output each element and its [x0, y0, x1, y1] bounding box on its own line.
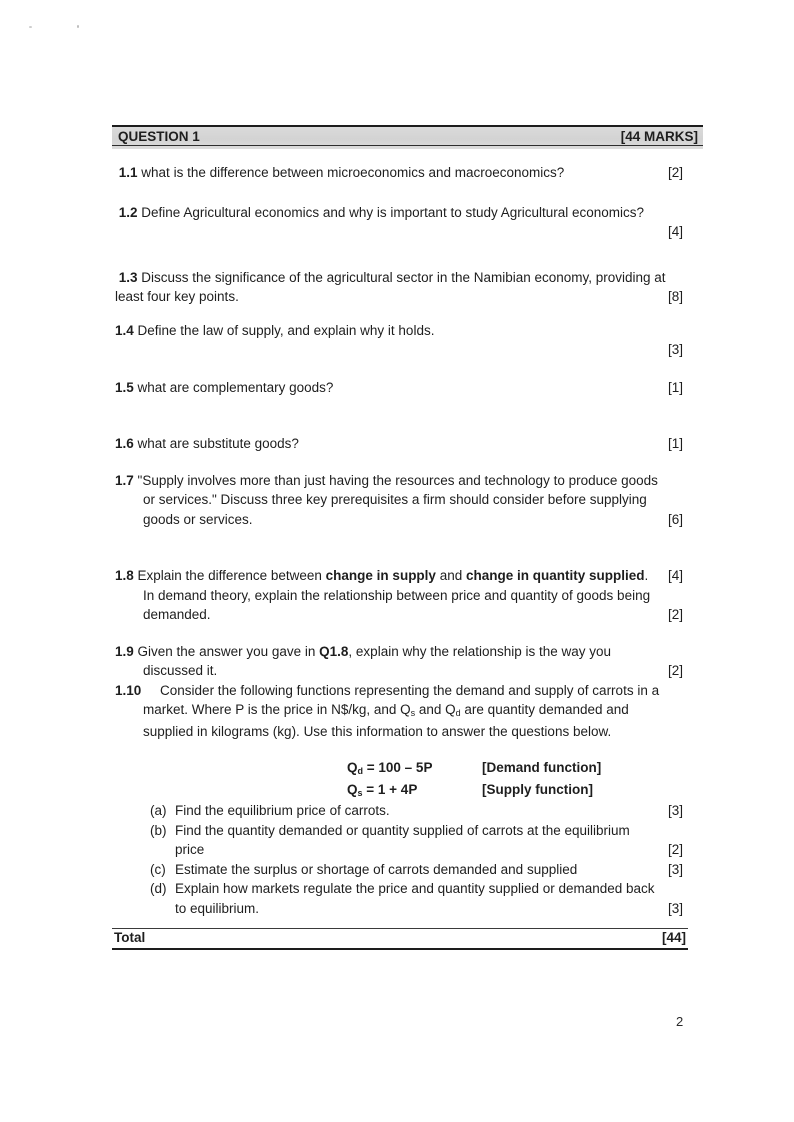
subscript-text: s — [357, 787, 363, 798]
total-label: Total — [114, 930, 146, 945]
bold-text: 1.5 — [115, 379, 138, 395]
question-text — [175, 840, 204, 860]
text: to equilibrium. — [175, 900, 260, 916]
question-text — [143, 586, 650, 606]
text: Consider the following functions representing the demand and supply of carrots in a — [141, 682, 660, 698]
question-row — [112, 879, 703, 899]
question-text — [143, 700, 629, 722]
text: Estimate the surplus or shortage of carrots demanded and supplied — [175, 861, 578, 877]
bold-text: Q1.8 — [319, 643, 349, 659]
text: Explain how markets regulate the price and quantity supplied or demanded back — [175, 881, 655, 896]
question-row — [112, 722, 703, 742]
bold-text: 1.1 — [115, 165, 142, 180]
question-row — [112, 203, 703, 223]
subscript-text: d — [455, 708, 461, 718]
question-text — [115, 287, 239, 307]
question-row — [112, 510, 703, 530]
question-title: QUESTION 1 — [118, 129, 200, 144]
bold-text: [Supply function] — [482, 781, 593, 797]
text: what is the difference between microeconomics and macroeconomics? — [141, 165, 565, 180]
page-number: 2 — [676, 1014, 684, 1029]
function-equation — [347, 758, 482, 780]
marks-badge: [4] — [667, 568, 683, 583]
marks-badge: [3] — [667, 342, 683, 357]
question-row — [112, 268, 703, 288]
question-text — [143, 605, 211, 625]
question-text — [115, 471, 658, 491]
text: price — [175, 842, 205, 857]
text: and Q — [415, 702, 456, 717]
question-header — [112, 125, 703, 149]
bold-text: [Demand function] — [482, 760, 602, 775]
text: Discuss the significance of the agricultural sector in the Namibian economy, providing at — [141, 269, 666, 285]
text: or services." Discuss three key prerequisites a firm should consider before supplying — [143, 492, 647, 507]
marks-badge: [3] — [667, 803, 683, 818]
question-text — [115, 642, 611, 662]
question-text — [115, 681, 659, 701]
bold-text: change in supply — [325, 568, 436, 583]
exam-content — [112, 125, 703, 950]
text: supplied in kilograms (kg). Use this information to answer the questions below. — [143, 723, 612, 739]
question-row — [112, 490, 703, 510]
question-row — [112, 586, 703, 606]
block-q1-8 — [112, 566, 703, 625]
question-text — [115, 268, 666, 288]
question-text — [175, 899, 259, 919]
question-text — [115, 566, 648, 586]
question-row — [112, 222, 703, 242]
question-row — [112, 163, 703, 183]
function-equation — [347, 780, 482, 802]
bold-text: 1.9 — [115, 643, 138, 659]
bold-text: = 100 – 5P — [363, 760, 433, 775]
bold-text: 1.6 — [115, 436, 138, 451]
marks-badge: [2] — [667, 663, 683, 678]
block-formulas — [112, 758, 703, 801]
bold-text: 1.3 — [115, 269, 142, 285]
bold-text: 1.10 — [115, 682, 142, 698]
text: demanded. — [143, 607, 211, 622]
subquestion-letter: (d) — [150, 881, 167, 896]
block-q1-9 — [112, 642, 703, 681]
marks-badge: [1] — [667, 436, 683, 451]
question-row — [112, 434, 703, 454]
text: Given the answer you gave in — [137, 643, 320, 659]
question-text — [115, 378, 333, 398]
text: market. Where P is the price in N$/kg, and Q — [143, 702, 411, 717]
bold-text: = 1 + 4P — [362, 781, 418, 797]
question-row — [112, 605, 703, 625]
text: Explain the difference between — [137, 568, 326, 583]
text: , explain why the relationship is the way you — [348, 643, 612, 659]
text: In demand theory, explain the relationship between price and quantity of goods being — [143, 587, 651, 603]
question-list — [112, 163, 703, 918]
block-subqs — [112, 801, 703, 918]
text: discussed it. — [143, 663, 218, 678]
question-text — [143, 510, 253, 530]
total-marks: [44] — [661, 930, 686, 945]
question-row — [112, 321, 703, 341]
question-text — [115, 434, 299, 454]
text: Find the quantity demanded or quantity supplied of carrots at the equilibrium — [175, 822, 630, 838]
bold-text: 1.4 — [115, 322, 138, 338]
question-row — [112, 287, 703, 307]
question-row — [112, 661, 703, 681]
question-text — [175, 860, 577, 880]
function-label — [482, 780, 593, 800]
marks-badge: [4] — [667, 224, 683, 239]
question-row — [112, 801, 703, 821]
question-total-marks: [44 MARKS] — [620, 129, 698, 144]
text: goods or services. — [143, 511, 253, 527]
text: what are substitute goods? — [137, 436, 299, 451]
marks-badge: [2] — [667, 165, 683, 180]
block-q1-2 — [112, 203, 703, 242]
total-row — [112, 928, 688, 950]
scan-speck — [29, 26, 32, 28]
question-text — [175, 821, 630, 841]
question-row — [112, 758, 703, 780]
question-row — [112, 899, 703, 919]
text: Find the equilibrium price of carrots. — [175, 803, 390, 818]
question-row — [112, 566, 703, 586]
marks-badge: [2] — [667, 607, 683, 622]
marks-badge: [3] — [667, 861, 683, 877]
block-q1-6 — [112, 434, 703, 454]
subquestion-letter: (c) — [150, 861, 166, 877]
question-row — [112, 700, 703, 722]
block-q1-1 — [112, 163, 703, 183]
question-text — [143, 490, 647, 510]
question-row — [112, 642, 703, 662]
bold-text: 1.2 — [115, 204, 142, 220]
text: what are complementary goods? — [137, 379, 334, 395]
text: are quantity demanded and — [460, 702, 629, 717]
subscript-text: s — [410, 708, 416, 718]
question-text — [115, 163, 564, 183]
bold-text: Q — [347, 781, 358, 797]
marks-badge: [6] — [667, 511, 683, 527]
question-row — [112, 840, 703, 860]
question-row — [112, 681, 703, 701]
text: least four key points. — [115, 289, 239, 304]
marks-badge: [2] — [667, 842, 683, 857]
question-text — [143, 722, 611, 742]
block-q1-4 — [112, 321, 703, 360]
subquestion-letter: (b) — [150, 822, 167, 838]
question-text — [175, 801, 390, 821]
bold-text: Q — [347, 760, 358, 775]
question-text — [115, 203, 644, 223]
question-row — [112, 821, 703, 841]
question-row — [112, 860, 703, 880]
block-q1-10 — [112, 681, 703, 742]
block-q1-3 — [112, 268, 703, 307]
marks-badge: [8] — [667, 289, 683, 304]
question-text — [143, 661, 217, 681]
marks-badge: [1] — [667, 379, 683, 395]
question-row — [112, 780, 703, 802]
text: Define the law of supply, and explain why it holds. — [137, 322, 435, 338]
marks-badge: [3] — [667, 900, 683, 916]
function-label — [482, 758, 601, 778]
text: Define Agricultural economics and why is important to study Agricultural economics? — [141, 204, 645, 220]
block-q1-5 — [112, 378, 703, 398]
text: "Supply involves more than just having the resources and technology to produce goods — [137, 472, 658, 488]
bold-text: change in quantity supplied — [465, 568, 645, 583]
subscript-text: d — [357, 766, 364, 776]
text: . — [644, 568, 649, 583]
block-q1-7 — [112, 471, 703, 530]
bold-text: 1.7 — [115, 472, 138, 488]
question-text — [115, 321, 434, 341]
question-row — [112, 378, 703, 398]
subquestion-letter: (a) — [150, 803, 167, 818]
question-header-inner — [112, 127, 703, 146]
text: and — [435, 568, 466, 583]
bold-text: 1.8 — [115, 568, 138, 583]
question-text — [175, 879, 655, 899]
scan-speck — [77, 25, 79, 28]
question-row — [112, 340, 703, 360]
question-row — [112, 471, 703, 491]
